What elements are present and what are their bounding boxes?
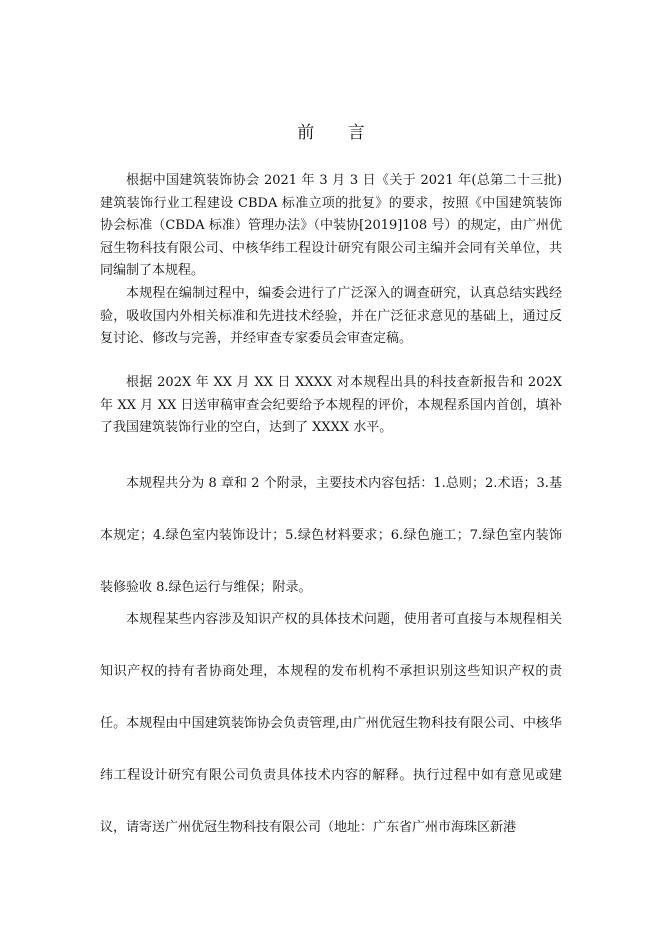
paragraph-ip-notice: 本规程某些内容涉及知识产权的具体技术问题，使用者可直接与本规程相关知识产权的持有者协商处理，本规程的发布机构不承担识别这些知识产权的责任。本规程由中国建筑装饰协会负责管理,由广州优冠生物科技有限公司、中核华纬工程设计研究有限公司负责具体技术内容的解释。执行过程中如有意见或建议，请寄送广州优冠生物科技有限公司（地址：广东省广州市海珠区新港 (100, 612, 562, 835)
paragraph-contents: 本规程共分为 8 章和 2 个附录，主要技术内容包括：1.总则；2.术语；3.基本规定；4.绿色室内装饰设计；5.绿色材料要求；6.绿色施工；7.绿色室内装饰装修验收 8.绿色运行与维保；附录。 (100, 476, 562, 595)
page-title: 前 言 (297, 123, 379, 143)
paragraph-approval: 根据中国建筑装饰协会 2021 年 3 月 3 日《关于 2021 年(总第二十三批)建筑装饰行业工程建设 CBDA 标准立项的批复》的要求，按照《中国建筑装饰协会标准（CBDA 标准）管理办法》（中装协[2019]108 号）的规定，由广州优冠生物科技有限公司、中核华纬工程设计研究有限公司主编并会同有关单位，共同编制了本规程。 (100, 173, 562, 278)
paragraph-compilation: 本规程在编制过程中，编委会进行了广泛深入的调查研究，认真总结实践经验，吸收国内外相关标准和先进技术经验，并在广泛征求意见的基础上，通过反复讨论、修改与完善，并经审查专家委员会审查定稿。 (100, 286, 562, 346)
paragraph-evaluation: 根据 202X 年 XX 月 XX 日 XXXX 对本规程出具的科技查新报告和 202X 年 XX 月 XX 日送审稿审查会纪要给予本规程的评价，本规程系国内首创，填补了我国建筑装饰行业的空白，达到了 XXXX 水平。 (100, 375, 562, 435)
